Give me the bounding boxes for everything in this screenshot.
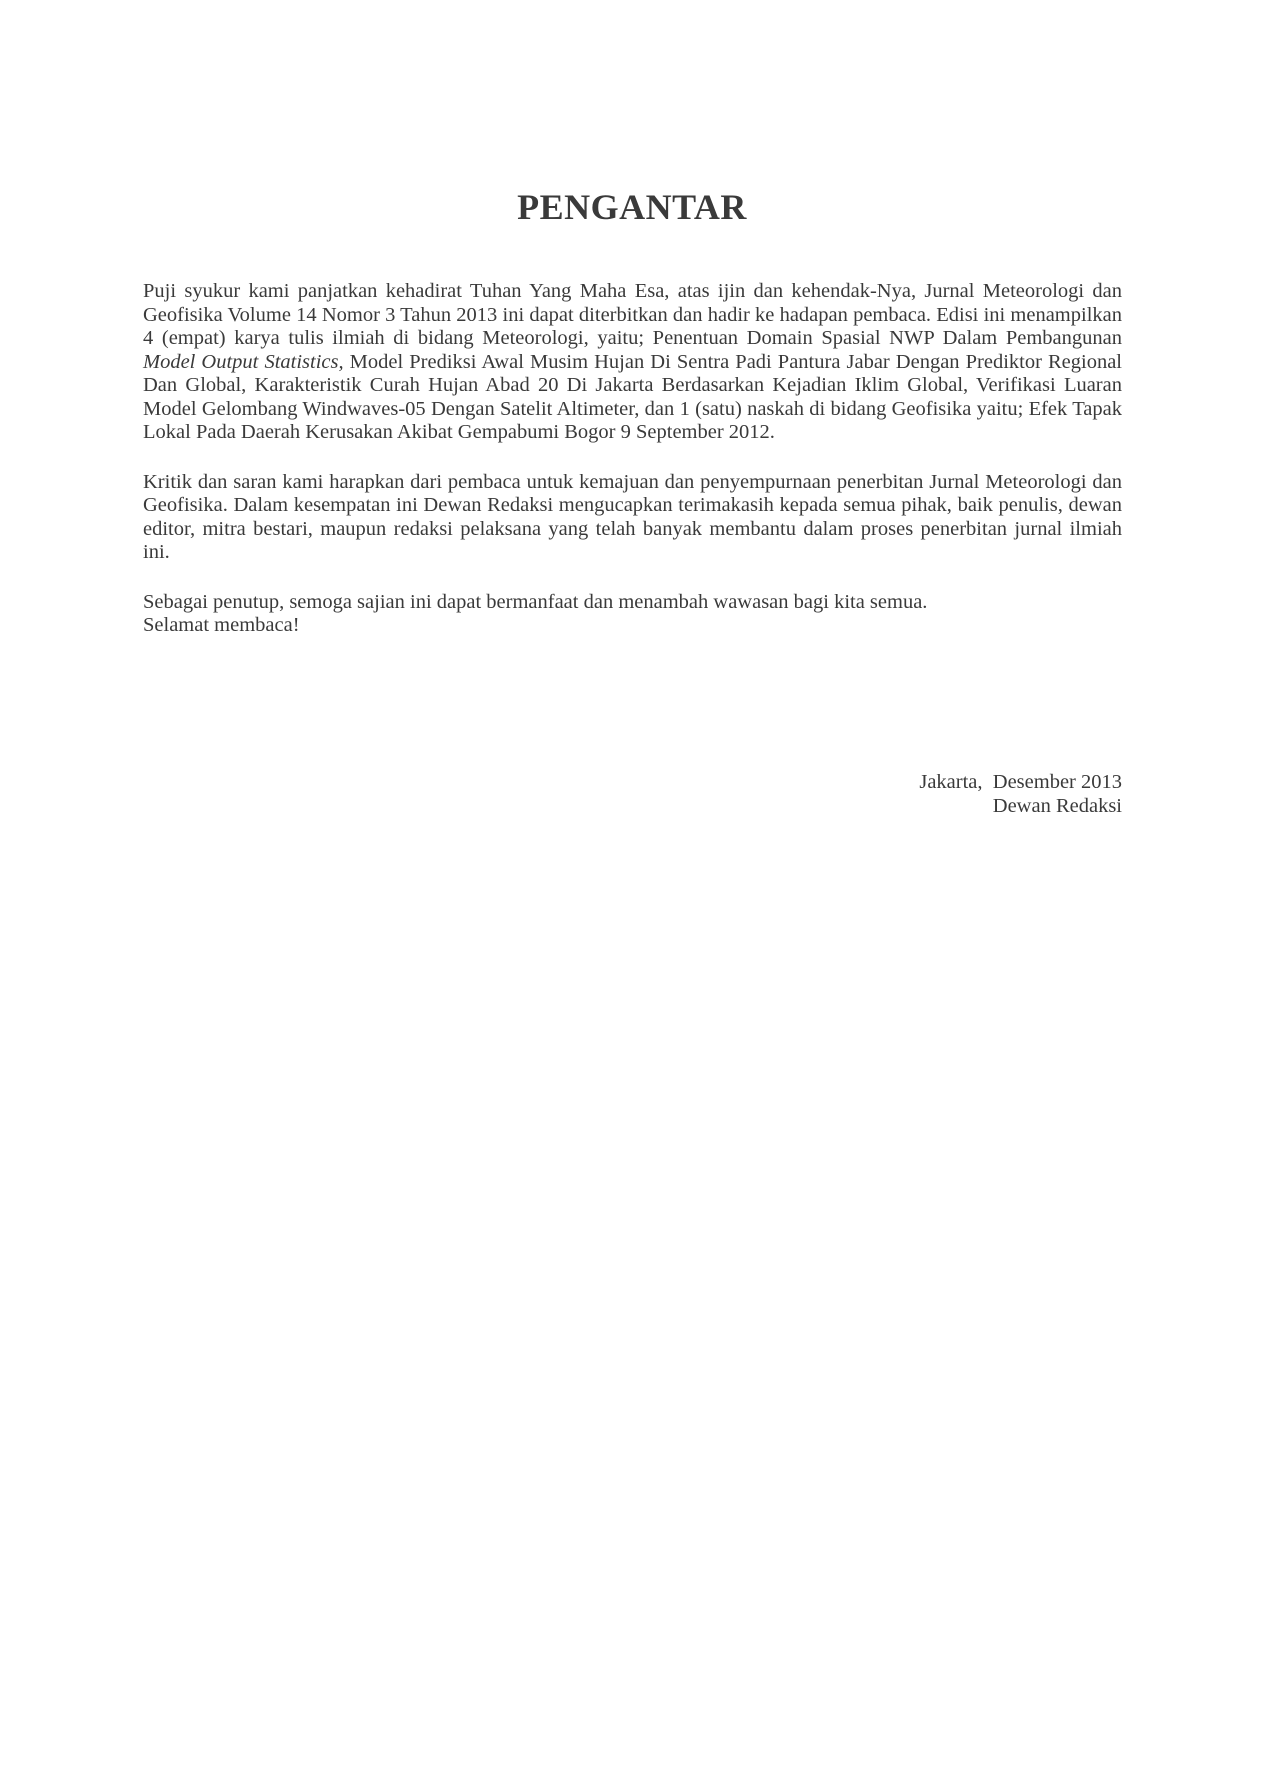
page-title: PENGANTAR: [517, 187, 747, 227]
paragraph-closing: [143, 591, 1122, 638]
paragraph-thanks: Kritik dan saran kami harapkan dari pembaca untuk kemajuan dan penyempurnaan penerbitan Jurnal Meteorologi dan Geofisika. Dalam kesempatan ini Dewan Redaksi mengucapkan terimakasih kepada semua pihak, baik penulis, dewan editor, mitra bestari, maupun redaksi pelaksana yang telah banyak membantu dalam proses penerbitan jurnal ilmiah ini.: [143, 470, 1122, 563]
signature-author: Dewan Redaksi: [992, 794, 1122, 817]
greeting-line: Selamat membaca!: [143, 614, 300, 636]
signature-place-date: Jakarta, Desember 2013: [919, 771, 1122, 793]
intro-text-end: Model Prediksi Awal Musim Hujan Di Sentra Padi Pantura Jabar Dengan Prediktor Regional Dan Global, Karakteristik Curah Hujan Abad 20 Di Jakarta Berdasarkan Kejadian Iklim Global, Verifikasi Luaran Model Gelombang Windwaves-05 Dengan Satelit Altimeter, dan 1 (satu) naskah di bidang Geofisika yaitu; Efek Tapak Lokal Pada Daerah Kerusakan Akibat Gempabumi Bogor 9 September 2012.: [143, 350, 1122, 443]
body-text: [143, 280, 1122, 638]
intro-text-italic: Model Output Statistics,: [143, 350, 344, 373]
closing-line: Sebagai penutup, semoga sajian ini dapat bermanfaat dan menambah wawasan bagi kita semua.: [143, 590, 928, 613]
intro-text-start: Puji syukur kami panjatkan kehadirat Tuhan Yang Maha Esa, atas ijin dan kehendak-Nya, Jurnal Meteorologi dan Geofisika Volume 14 Nomor 3 Tahun 2013 ini dapat diterbitkan dan hadir ke hadapan pembaca. Edisi ini menampilkan 4 (empat) karya tulis ilmiah di bidang Meteorologi, yaitu; Penentuan Domain Spasial NWP Dalam Pembangunan: [143, 280, 1122, 349]
signature-block: [700, 771, 1122, 818]
paragraph-intro: [143, 280, 1122, 445]
